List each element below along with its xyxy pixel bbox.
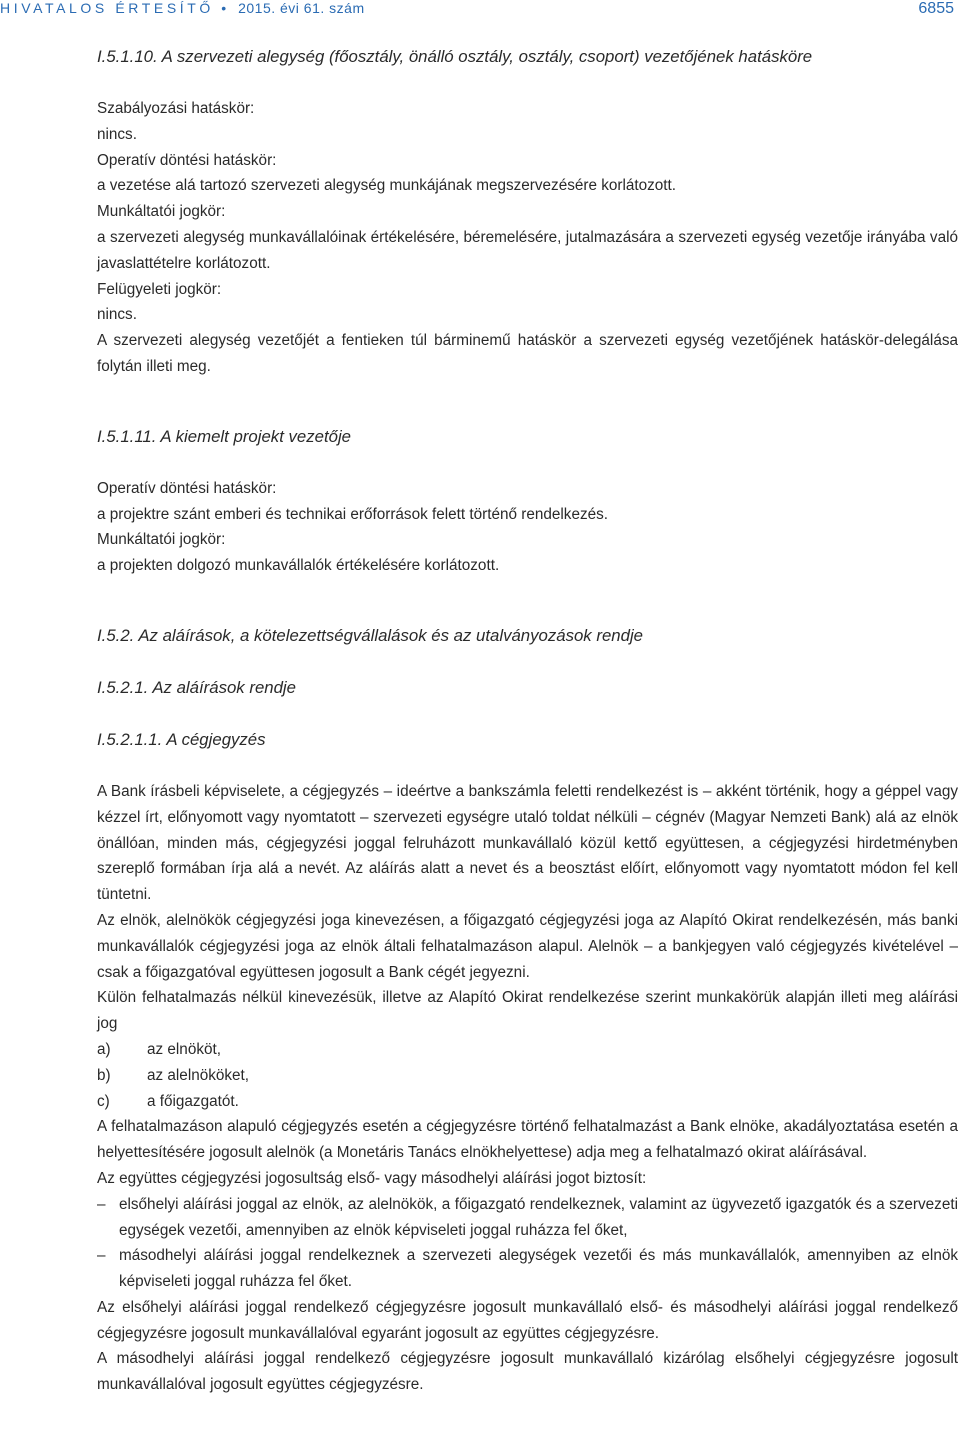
dash-marker: –: [97, 1195, 106, 1213]
label-operative: Operatív döntési hatáskör:: [97, 479, 277, 497]
text-delegation: A szervezeti alegység vezetőjét a fentieken túl bárminemű hatáskör a szervezeti egység vezetőjének hatáskör-delegálása folytán illeti meg.: [97, 332, 958, 375]
text-operative: a projektre szánt emberi és technikai erőforrások felett történő rendelkezés.: [97, 505, 609, 523]
dash-marker: –: [97, 1247, 106, 1265]
text-employer: a projekten dolgozó munkavállalók értékelésére korlátozott.: [97, 557, 500, 575]
dash-list-item: [97, 1243, 958, 1295]
label-regulatory: Szabályozási hatáskör:: [97, 100, 255, 117]
list-label: b): [97, 1066, 111, 1084]
section-heading: I.5.1.10. A szervezeti alegység (főosztály, önálló osztály, osztály, csoport) vezetőjének hatásköre: [97, 47, 813, 66]
text-employer: a szervezeti alegység munkavállalóinak értékelésére, béremelésére, jutalmazására a szervezeti egység vezetője irányába való javaslattételre korlátozott.: [97, 228, 958, 272]
dash-text: elsőhelyi aláírási joggal az elnök, az alelnökök, a főigazgató rendelkeznek, valamint az ügyvezető igazgatók és a szervezeti egységek vezetői, amennyiben az elnök képviseleti joggal ruházza fel őket,: [119, 1195, 958, 1239]
list-label: c): [97, 1092, 110, 1110]
page-body: [97, 44, 958, 1398]
list-text: az alelnököket,: [147, 1066, 250, 1084]
paragraph: Az elsőhelyi aláírási joggal rendelkező cégjegyzésre jogosult munkavállaló első- és másodhelyi aláírási joggal rendelkező cégjegyzésre jogosult munkavállalóval egyaránt jogosult az együttes cégjegyzésre.: [97, 1298, 958, 1342]
section-heading: I.5.2. Az aláírások, a kötelezettségvállalások és az utalványozások rendje: [97, 625, 644, 645]
section-heading: I.5.1.11. A kiemelt projekt vezetője: [97, 426, 352, 446]
paragraph: A másodhelyi aláírási joggal rendelkező cégjegyzésre jogosult munkavállaló kizárólag elsőhelyi cégjegyzésre jogosult munkavállalóval jogosult együttes cégjegyzésre.: [97, 1350, 958, 1394]
paragraph: A Bank írásbeli képviselete, a cégjegyzés – ideértve a bankszámla feletti rendelkezést is – akként történik, hogy a géppel vagy kézzel írt, előnyomott vagy nyomtatott – szervezeti egységre utaló toldat nélküli – cégnév (Magyar Nemzeti Bank) alá az elnök önállóan, minden más, cégjegyzési joggal felruházott munkavállaló közül kettő együttesen, a cégjegyzési hirdetményben szereplő formában írja alá a nevét. Az aláírás alatt a nevet és a beosztást előírt, előnyomott vagy nyomtatott módon fel kell tüntetni.: [97, 782, 958, 904]
label-employer: Munkáltatói jogkör:: [97, 531, 226, 549]
dash-list-item: [97, 1192, 958, 1244]
page-header: [0, 0, 960, 20]
separator-dot: •: [221, 0, 227, 16]
subsection-heading: I.5.2.1. Az aláírások rendje: [97, 677, 296, 697]
text-operative: a vezetése alá tartozó szervezeti alegység munkájának megszervezésére korlátozott.: [97, 177, 677, 195]
list-label: a): [97, 1040, 111, 1058]
text-supervisory: nincs.: [97, 306, 137, 324]
label-supervisory: Felügyeleti jogkör:: [97, 280, 222, 298]
running-head: [0, 0, 365, 16]
list-text: az elnököt,: [147, 1040, 221, 1058]
publication-title: HIVATALOS ÉRTESÍTŐ: [0, 0, 214, 16]
dash-text: másodhelyi aláírási joggal rendelkeznek a szervezeti alegységek vezetői és más munkavállalók, amennyiben az elnök képviseleti joggal ruházza fel őket.: [119, 1247, 958, 1291]
list-item: [97, 1089, 958, 1115]
issue-label: 2015. évi 61. szám: [238, 0, 365, 16]
text-regulatory: nincs.: [97, 125, 137, 143]
paragraph: Az elnök, alelnökök cégjegyzési joga kinevezésen, a főigazgató cégjegyzési joga az Alapító Okirat rendelkezésén, más banki munkavállalók cégjegyzési joga az elnök általi felhatalmazáson alapul. Alelnök – a bankjegyen való cégjegyzés kivételével – csak a főigazgatóval együttesen jogosult a Bank cégét jegyezni.: [97, 911, 958, 981]
paragraph: Külön felhatalmazás nélkül kinevezésük, illetve az Alapító Okirat rendelkezése szerint munkakörük alapján illeti meg aláírási jog: [97, 989, 958, 1033]
page-number: 6855: [918, 0, 954, 17]
list-item: [97, 1063, 958, 1089]
label-operative: Operatív döntési hatáskör:: [97, 151, 277, 169]
label-employer: Munkáltatói jogkör:: [97, 203, 226, 221]
list-text: a főigazgatót.: [147, 1092, 239, 1110]
list-item: [97, 1037, 958, 1063]
subsubsection-heading: I.5.2.1.1. A cégjegyzés: [97, 729, 266, 749]
paragraph: A felhatalmazáson alapuló cégjegyzés esetén a cégjegyzésre történő felhatalmazást a Bank elnöke, akadályoztatása esetén a helyettesítésére jogosult alelnök (a Monetáris Tanács elnökhelyettese) adja meg a felhatalmazó okirat aláírásával.: [97, 1118, 958, 1162]
paragraph: Az együttes cégjegyzési jogosultság első- vagy másodhelyi aláírási jogot biztosít:: [97, 1169, 647, 1187]
